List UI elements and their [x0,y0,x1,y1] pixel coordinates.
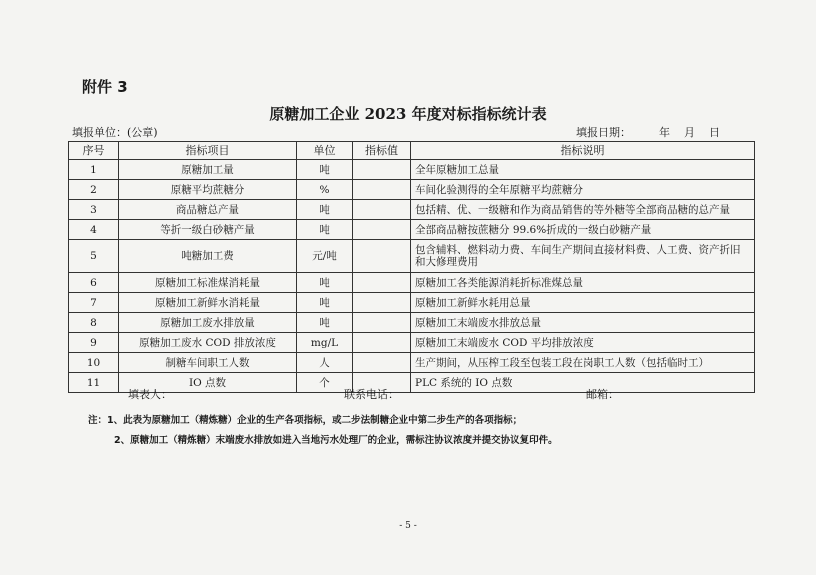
cell-value[interactable] [353,273,411,293]
table-row [69,180,755,200]
cell-no: 5 [69,240,119,273]
cell-value[interactable] [353,313,411,333]
cell-item: 原糖加工新鲜水消耗量 [119,293,297,313]
cell-unit: 人 [297,353,353,373]
cell-desc: 原糖加工末端废水排放总量 [411,313,755,333]
cell-unit: 吨 [297,200,353,220]
table-row [69,313,755,333]
cell-no: 6 [69,273,119,293]
cell-value[interactable] [353,333,411,353]
cell-item: 原糖加工废水排放量 [119,313,297,333]
cell-no: 11 [69,373,119,393]
reporting-date-label: 填报日期： 年 月 日 [576,126,720,139]
header-item: 指标项目 [119,142,297,160]
page-title: 原糖加工企业 2023 年度对标指标统计表 [269,105,547,123]
cell-unit: mg/L [297,333,353,353]
reporting-unit-label: 填报单位：(公章) [72,126,158,139]
cell-no: 3 [69,200,119,220]
cell-value[interactable] [353,353,411,373]
table-row [69,200,755,220]
cell-desc: 包括精、优、一级糖和作为商品销售的等外糖等全部商品糖的总产量 [411,200,755,220]
table-row [69,353,755,373]
indicator-table [68,141,755,393]
cell-unit: 吨 [297,313,353,333]
table-row [69,160,755,180]
note-2: 2、原糖加工（精炼糖）末端废水排放如进入当地污水处理厂的企业，需标注协议浓度并提交协议复印件。 [114,435,558,446]
header-no: 序号 [69,142,119,160]
cell-no: 9 [69,333,119,353]
cell-item: 吨糖加工费 [119,240,297,273]
cell-unit: 元/吨 [297,240,353,273]
cell-desc: 全年原糖加工总量 [411,160,755,180]
cell-no: 10 [69,353,119,373]
cell-unit: 吨 [297,293,353,313]
email-label: 邮箱： [586,388,619,401]
cell-desc: 包含辅料、燃料动力费、车间生产期间直接材料费、人工费、资产折旧和大修理费用 [411,240,755,273]
cell-desc: 生产期间，从压榨工段至包装工段在岗职工人数（包括临时工） [411,353,755,373]
cell-item: 原糖加工量 [119,160,297,180]
cell-desc: PLC 系统的 IO 点数 [411,373,755,393]
cell-value[interactable] [353,220,411,240]
cell-no: 4 [69,220,119,240]
phone-label: 联系电话： [344,388,399,401]
filler-label: 填表人： [128,388,172,401]
attachment-label: 附件 3 [82,78,128,96]
header-value: 指标值 [353,142,411,160]
table-row [69,293,755,313]
note-1: 注：1、此表为原糖加工（精炼糖）企业的生产各项指标，或二步法制糖企业中第二步生产的各项指标； [88,415,523,426]
cell-unit: 吨 [297,220,353,240]
cell-desc: 原糖加工各类能源消耗折标准煤总量 [411,273,755,293]
cell-item: 制糖车间职工人数 [119,353,297,373]
cell-no: 2 [69,180,119,200]
cell-unit: 吨 [297,273,353,293]
cell-item: 原糖加工废水 COD 排放浓度 [119,333,297,353]
cell-no: 1 [69,160,119,180]
header-unit: 单位 [297,142,353,160]
cell-desc: 车间化验测得的全年原糖平均蔗糖分 [411,180,755,200]
cell-value[interactable] [353,240,411,273]
cell-item: IO 点数 [119,373,297,393]
cell-desc: 原糖加工新鲜水耗用总量 [411,293,755,313]
table-row [69,220,755,240]
cell-desc: 全部商品糖按蔗糖分 99.6%折成的一级白砂糖产量 [411,220,755,240]
cell-value[interactable] [353,160,411,180]
cell-unit: % [297,180,353,200]
cell-item: 原糖平均蔗糖分 [119,180,297,200]
table-row [69,240,755,273]
table-row [69,273,755,293]
cell-no: 8 [69,313,119,333]
cell-item: 商品糖总产量 [119,200,297,220]
cell-item: 原糖加工标准煤消耗量 [119,273,297,293]
cell-desc: 原糖加工末端废水 COD 平均排放浓度 [411,333,755,353]
cell-value[interactable] [353,200,411,220]
cell-unit: 吨 [297,160,353,180]
cell-unit: 个 [297,373,353,393]
header-desc: 指标说明 [411,142,755,160]
table-row [69,333,755,353]
page-number: - 5 - [399,521,417,531]
cell-value[interactable] [353,293,411,313]
table-header-row [69,142,755,160]
cell-value[interactable] [353,180,411,200]
cell-item: 等折一级白砂糖产量 [119,220,297,240]
cell-no: 7 [69,293,119,313]
